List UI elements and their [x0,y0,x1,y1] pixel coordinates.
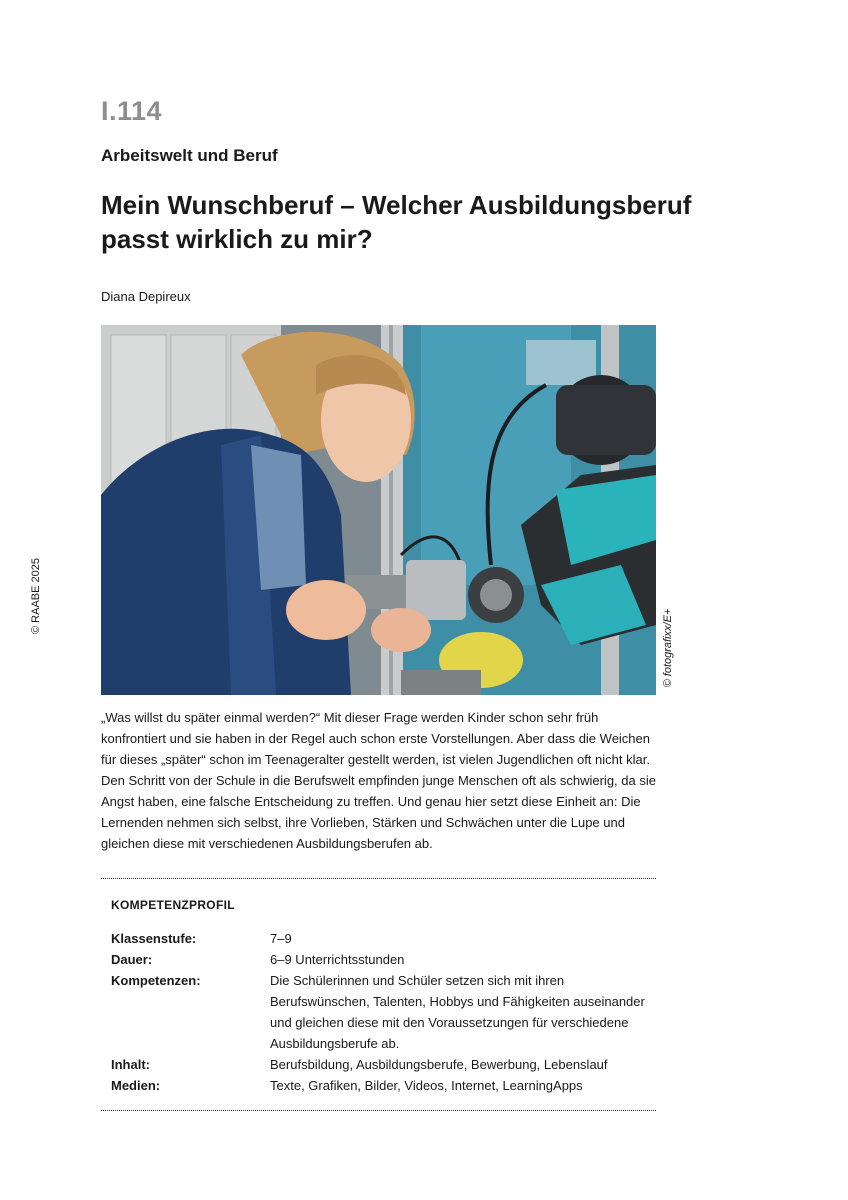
profile-label: Kompetenzen: [111,973,201,988]
page-title: Mein Wunschberuf – Welcher Ausbildungsberuf passt wirklich zu mir? [101,190,692,254]
profile-label: Inhalt: [111,1057,150,1072]
cover-photo [101,325,656,695]
profile-row [111,928,651,949]
profile-label: Dauer: [111,952,153,967]
profile-label: Medien: [111,1078,161,1093]
profile-row [111,1054,651,1075]
author-name: Diana Depireux [101,289,191,304]
profile-value: 7–9 [270,931,292,946]
competence-profile-table [111,928,651,1096]
profile-heading: KOMPETENZPROFIL [111,898,235,912]
profile-value: 6–9 Unterrichtsstunden [270,952,405,967]
unit-code: I.114 [101,96,163,126]
section-title: Arbeitswelt und Beruf [101,146,278,165]
profile-value: Berufsbildung, Ausbildungsberufe, Bewerbung, Lebenslauf [270,1057,608,1072]
intro-paragraph: „Was willst du später einmal werden?“ Mit dieser Frage werden Kinder schon sehr früh konfrontiert und sie haben in der Regel auch schon erste Vorstellungen. Aber dass die Weichen für dieses „später“ schon im Teenageralter gestellt werden, ist vielen Jugendlichen oft nicht klar. Den Schritt von der Schule in die Berufswelt empfinden junge Menschen oft als schwierig, da sie Angst haben, eine falsche Entscheidung zu treffen. Und genau hier setzt diese Einheit an: Die Lernenden nehmen sich selbst, ihre Vorlieben, Stärken und Schwächen unter die Lupe und gleichen diese mit verschiedenen Ausbildungsberufen ab. [101,710,656,851]
side-copyright: © RAABE 2025 [30,558,42,634]
profile-value: Texte, Grafiken, Bilder, Videos, Internet, LearningApps [270,1078,583,1093]
profile-row [111,970,651,1054]
divider-bottom [101,1110,656,1111]
profile-value: Die Schülerinnen und Schüler setzen sich mit ihren Berufswünschen, Talenten, Hobbys und Fähigkeiten auseinander und gleichen diese mit den Voraussetzungen für verschiedene Ausbildungsberufe ab. [270,973,645,1051]
photo-illustration [101,325,656,695]
photo-credit: © fotografixx/E+ [662,608,674,688]
divider-top [101,878,656,879]
profile-label: Klassenstufe: [111,931,197,946]
profile-row [111,949,651,970]
profile-row [111,1075,651,1096]
